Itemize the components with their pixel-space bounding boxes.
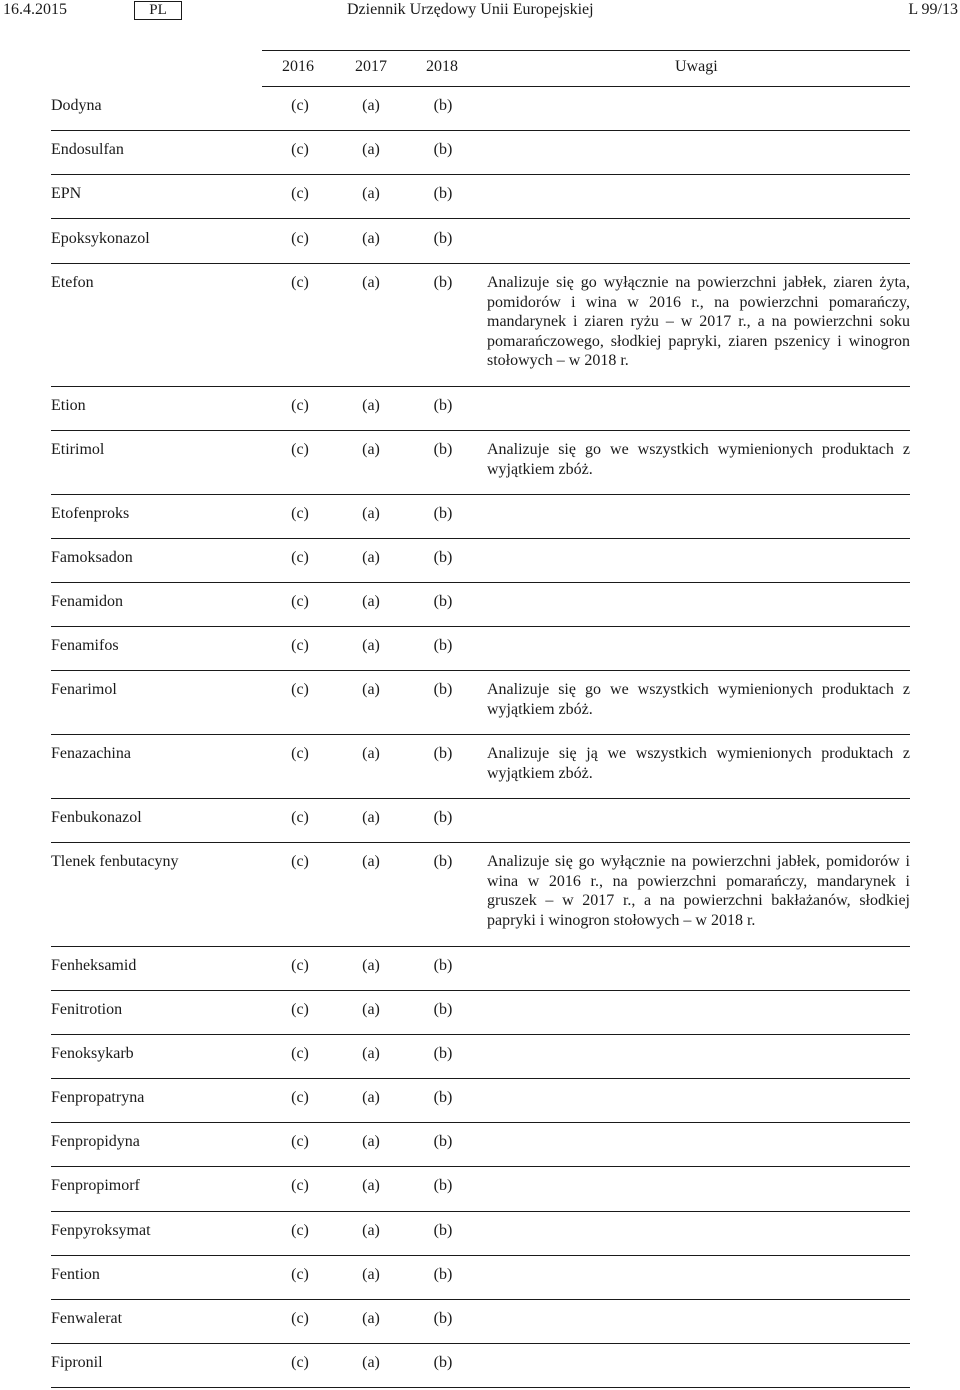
code-2017: (a)	[362, 1177, 380, 1194]
code-2017: (a)	[362, 1045, 380, 1062]
remark-text: Analizuje się go we wszystkich wymienionych produktach z wyjątkiem zbóż.	[487, 441, 910, 478]
header-bottom-rule	[262, 86, 910, 87]
code-2016: (c)	[291, 1354, 309, 1371]
code-2018: (b)	[433, 185, 453, 202]
row-separator	[51, 130, 910, 131]
code-2016: (c)	[291, 230, 309, 247]
substance-name: Famoksadon	[51, 549, 133, 566]
code-2018: (b)	[433, 681, 453, 698]
row-separator	[51, 670, 910, 671]
code-2018: (b)	[433, 141, 453, 158]
substance-name: Etirimol	[51, 441, 105, 458]
substance-name: Fenpropimorf	[51, 1177, 140, 1194]
column-header-2017: 2017	[355, 58, 387, 75]
code-2016: (c)	[291, 141, 309, 158]
code-2017: (a)	[362, 1133, 380, 1150]
row-separator	[51, 734, 910, 735]
code-2018: (b)	[433, 1266, 453, 1283]
code-2016: (c)	[291, 1045, 309, 1062]
substance-name: Dodyna	[51, 97, 102, 114]
code-2017: (a)	[362, 593, 380, 610]
substance-name: Etion	[51, 397, 86, 414]
code-2018: (b)	[433, 441, 453, 458]
row-separator	[51, 218, 910, 219]
row-separator	[51, 1034, 910, 1035]
column-header-remarks: Uwagi	[675, 58, 718, 75]
code-2016: (c)	[291, 505, 309, 522]
row-separator	[51, 1343, 910, 1344]
substance-name: Fenitrotion	[51, 1001, 123, 1018]
code-2016: (c)	[291, 637, 309, 654]
code-2018: (b)	[433, 957, 453, 974]
code-2018: (b)	[433, 1222, 453, 1239]
code-2016: (c)	[291, 185, 309, 202]
code-2018: (b)	[433, 549, 453, 566]
code-2018: (b)	[433, 593, 453, 610]
code-2017: (a)	[362, 441, 380, 458]
substance-name: Fipronil	[51, 1354, 103, 1371]
row-separator	[51, 798, 910, 799]
code-2016: (c)	[291, 1133, 309, 1150]
code-2016: (c)	[291, 681, 309, 698]
code-2018: (b)	[433, 809, 453, 826]
code-2016: (c)	[291, 1222, 309, 1239]
row-separator	[51, 1255, 910, 1256]
code-2017: (a)	[362, 809, 380, 826]
substance-name: Fenheksamid	[51, 957, 137, 974]
row-separator	[51, 1166, 910, 1167]
code-2017: (a)	[362, 1266, 380, 1283]
code-2017: (a)	[362, 1089, 380, 1106]
code-2016: (c)	[291, 1001, 309, 1018]
row-separator	[51, 842, 910, 843]
substance-name: Endosulfan	[51, 141, 124, 158]
substance-name: Tlenek fenbutacyny	[51, 853, 179, 870]
remark-text: Analizuje się go we wszystkich wymienionych produktach z wyjątkiem zbóż.	[487, 681, 910, 718]
code-2018: (b)	[433, 230, 453, 247]
code-2016: (c)	[291, 1177, 309, 1194]
code-2017: (a)	[362, 681, 380, 698]
row-separator	[51, 174, 910, 175]
code-2018: (b)	[433, 637, 453, 654]
code-2018: (b)	[433, 505, 453, 522]
code-2018: (b)	[433, 1310, 453, 1327]
code-2016: (c)	[291, 1266, 309, 1283]
row-separator	[51, 430, 910, 431]
substance-name: Fenoksykarb	[51, 1045, 134, 1062]
code-2018: (b)	[433, 97, 453, 114]
substance-name: Fenbukonazol	[51, 809, 142, 826]
remark-text: Analizuje się ją we wszystkich wymienionych produktach z wyjątkiem zbóż.	[487, 745, 910, 782]
code-2017: (a)	[362, 637, 380, 654]
column-header-2018: 2018	[426, 58, 458, 75]
journal-title: Dziennik Urzędowy Unii Europejskiej	[347, 1, 594, 18]
code-2017: (a)	[362, 505, 380, 522]
row-separator	[51, 990, 910, 991]
code-2018: (b)	[433, 853, 453, 870]
substance-name: Fenpropidyna	[51, 1133, 140, 1150]
code-2017: (a)	[362, 230, 380, 247]
code-2016: (c)	[291, 441, 309, 458]
code-2018: (b)	[433, 1133, 453, 1150]
code-2017: (a)	[362, 1001, 380, 1018]
row-separator	[51, 494, 910, 495]
row-separator	[51, 626, 910, 627]
code-2018: (b)	[433, 1089, 453, 1106]
code-2017: (a)	[362, 97, 380, 114]
code-2018: (b)	[433, 1177, 453, 1194]
code-2017: (a)	[362, 274, 380, 291]
code-2017: (a)	[362, 957, 380, 974]
row-separator	[51, 1211, 910, 1212]
substance-name: Fenazachina	[51, 745, 131, 762]
substance-name: Fenpyroksymat	[51, 1222, 151, 1239]
code-2017: (a)	[362, 185, 380, 202]
code-2016: (c)	[291, 1089, 309, 1106]
substance-name: Fention	[51, 1266, 100, 1283]
row-separator	[51, 1122, 910, 1123]
publication-date: 16.4.2015	[3, 1, 67, 18]
code-2016: (c)	[291, 397, 309, 414]
row-separator	[51, 263, 910, 264]
code-2018: (b)	[433, 397, 453, 414]
row-separator	[51, 1387, 910, 1388]
row-separator	[51, 1299, 910, 1300]
code-2018: (b)	[433, 274, 453, 291]
substance-name: Etofenproks	[51, 505, 130, 522]
substance-name: Fenamidon	[51, 593, 123, 610]
page-reference: L 99/13	[908, 1, 958, 18]
code-2017: (a)	[362, 1222, 380, 1239]
substance-name: Fenarimol	[51, 681, 117, 698]
code-2016: (c)	[291, 809, 309, 826]
substance-name: Epoksykonazol	[51, 230, 150, 247]
remark-text: Analizuje się go wyłącznie na powierzchni jabłek, pomidorów i wina w 2016 r., na powierzchni pomarańczy, mandarynek i gruszek – w 2017 r., a na powierzchni bakłażanów, słodkiej papryki i winogron stołowych – w 2018 r.	[487, 853, 910, 929]
code-2016: (c)	[291, 593, 309, 610]
row-separator	[51, 386, 910, 387]
code-2018: (b)	[433, 1001, 453, 1018]
code-2017: (a)	[362, 549, 380, 566]
language-badge: PL	[134, 1, 182, 20]
code-2018: (b)	[433, 1354, 453, 1371]
row-separator	[51, 538, 910, 539]
table-top-rule	[262, 50, 910, 51]
remark-text: Analizuje się go wyłącznie na powierzchni jabłek, ziaren żyta, pomidorów i wina w 2016 r., na powierzchni pomarańczy, mandarynek i ziaren ryżu – w 2017 r., a na powierzchni soku pomarańczowego, słodkiej papryki, ziaren pszenicy i winogron stołowych – w 2018 r.	[487, 274, 910, 370]
code-2017: (a)	[362, 1310, 380, 1327]
column-header-2016: 2016	[282, 58, 314, 75]
substance-name: Fenpropatryna	[51, 1089, 145, 1106]
code-2018: (b)	[433, 1045, 453, 1062]
code-2017: (a)	[362, 853, 380, 870]
code-2018: (b)	[433, 745, 453, 762]
code-2016: (c)	[291, 97, 309, 114]
substance-name: Fenwalerat	[51, 1310, 123, 1327]
code-2017: (a)	[362, 141, 380, 158]
code-2016: (c)	[291, 957, 309, 974]
code-2016: (c)	[291, 853, 309, 870]
substance-name: Etefon	[51, 274, 94, 291]
code-2016: (c)	[291, 549, 309, 566]
code-2017: (a)	[362, 1354, 380, 1371]
substance-name: Fenamifos	[51, 637, 119, 654]
code-2017: (a)	[362, 745, 380, 762]
row-separator	[51, 1078, 910, 1079]
code-2016: (c)	[291, 745, 309, 762]
code-2017: (a)	[362, 397, 380, 414]
row-separator	[51, 582, 910, 583]
code-2016: (c)	[291, 1310, 309, 1327]
substance-name: EPN	[51, 185, 82, 202]
row-separator	[51, 946, 910, 947]
code-2016: (c)	[291, 274, 309, 291]
